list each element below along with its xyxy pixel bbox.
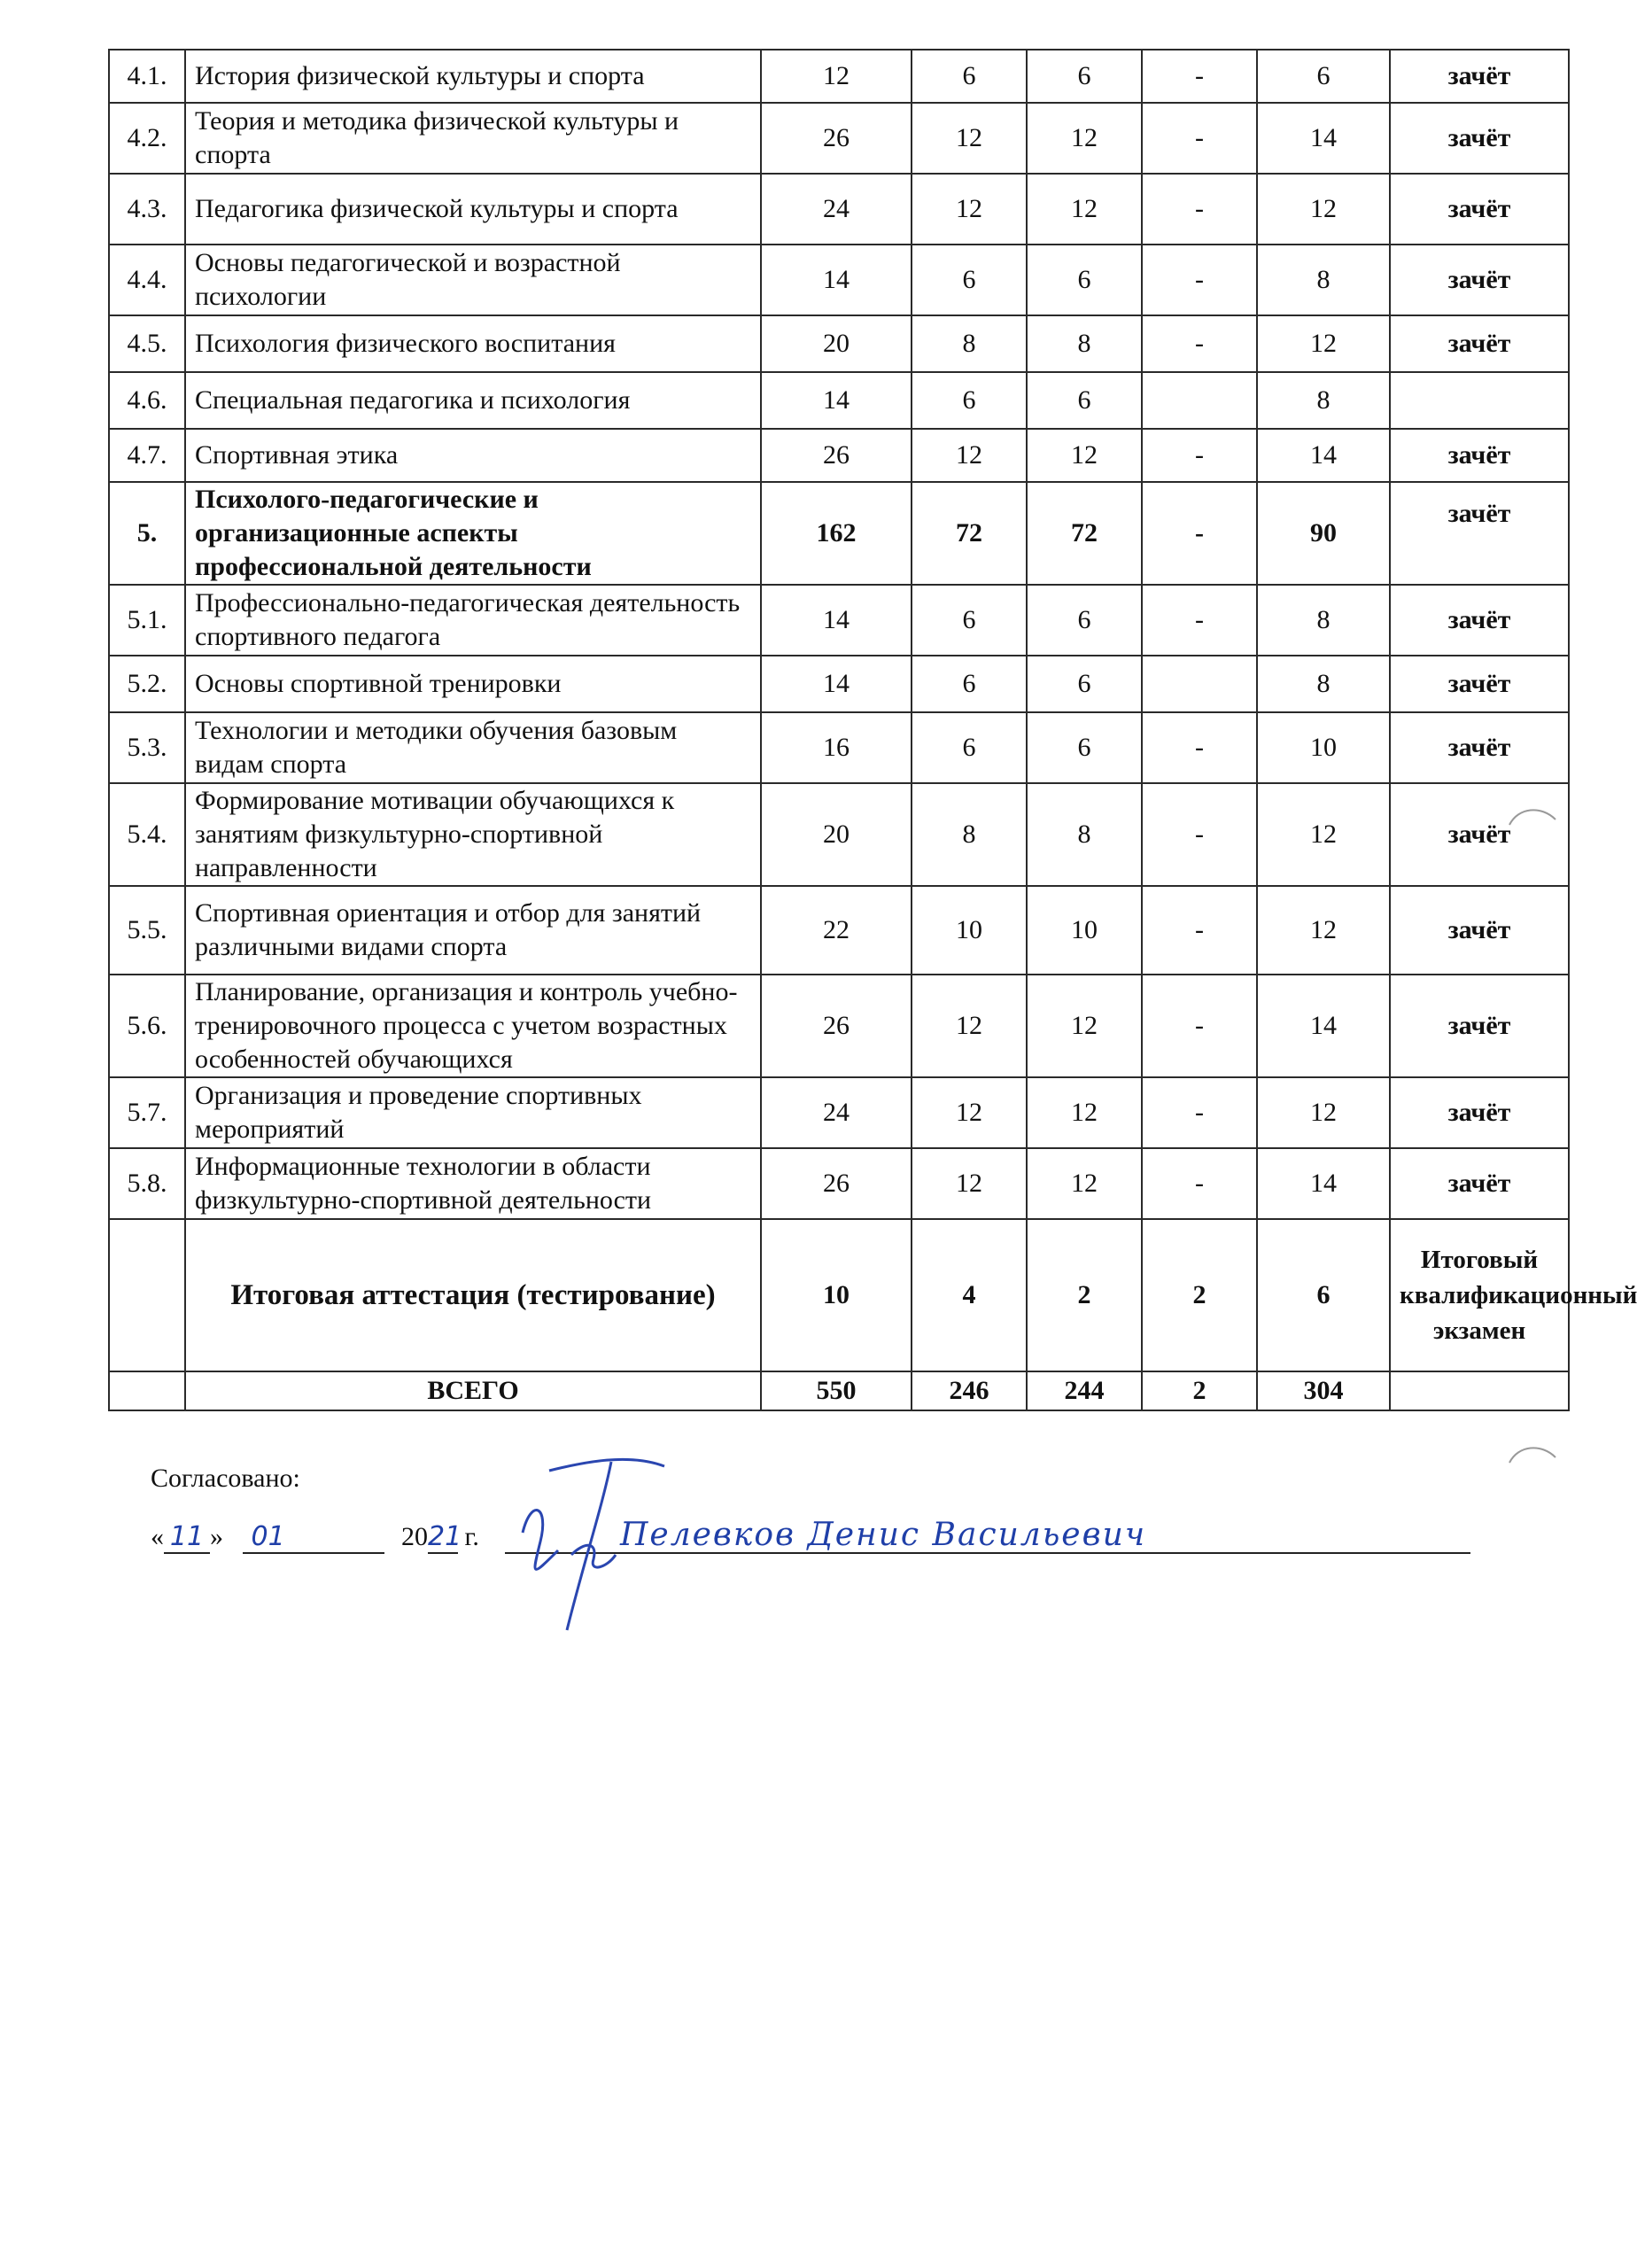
year-prefix: 20 xyxy=(401,1522,428,1551)
row-title: Профессионально-педагогическая деятельность спортивного педагога xyxy=(185,585,761,656)
row-number: 5.3. xyxy=(109,712,185,783)
self-study-hours: 14 xyxy=(1257,1148,1390,1219)
row-title: Технологии и методики обучения базовым видам спорта xyxy=(185,712,761,783)
row-title: Психолого-педагогические и организационные аспекты профессиональной деятельности xyxy=(185,482,761,585)
practice-hours: 12 xyxy=(1027,1077,1142,1148)
practice-hours: 12 xyxy=(1027,174,1142,245)
self-study-hours: 12 xyxy=(1257,315,1390,372)
table-row xyxy=(109,245,1569,315)
attestation-form: зачёт xyxy=(1390,1077,1569,1148)
year-suffix: 21 xyxy=(428,1521,462,1552)
total-hours: 24 xyxy=(761,174,912,245)
internship-hours xyxy=(1142,372,1257,429)
row-title: Теория и методика физической культуры и спорта xyxy=(185,103,761,174)
total-row xyxy=(109,1371,1569,1410)
attestation-form: зачёт xyxy=(1390,245,1569,315)
self-study-hours: 6 xyxy=(1257,1219,1390,1371)
total-hours: 22 xyxy=(761,886,912,975)
row-number: 4.4. xyxy=(109,245,185,315)
lecture-hours: 10 xyxy=(912,886,1027,975)
total-hours: 14 xyxy=(761,585,912,656)
lecture-hours: 246 xyxy=(912,1371,1027,1410)
date-month: 01 xyxy=(243,1522,384,1554)
total-label: ВСЕГО xyxy=(185,1371,761,1410)
row-number: 4.2. xyxy=(109,103,185,174)
row-title: Спортивная этика xyxy=(185,429,761,482)
row-number: 5.1. xyxy=(109,585,185,656)
row-title: Итоговая аттестация (тестирование) xyxy=(185,1219,761,1371)
curriculum-table xyxy=(108,49,1637,1411)
practice-hours: 244 xyxy=(1027,1371,1142,1410)
self-study-hours: 8 xyxy=(1257,656,1390,712)
table-row xyxy=(109,103,1569,174)
row-number: 5.7. xyxy=(109,1077,185,1148)
self-study-hours: 8 xyxy=(1257,372,1390,429)
attestation-form: зачёт xyxy=(1390,783,1569,886)
row-title: Основы педагогической и возрастной психологии xyxy=(185,245,761,315)
self-study-hours: 6 xyxy=(1257,50,1390,103)
table-row xyxy=(109,315,1569,372)
practice-hours: 6 xyxy=(1027,372,1142,429)
total-hours: 20 xyxy=(761,783,912,886)
lecture-hours: 6 xyxy=(912,656,1027,712)
lecture-hours: 8 xyxy=(912,783,1027,886)
lecture-hours: 8 xyxy=(912,315,1027,372)
total-hours: 26 xyxy=(761,103,912,174)
approval-date xyxy=(151,1522,479,1554)
attestation-form: Итоговый квалификационный экзамен xyxy=(1390,1219,1569,1371)
row-title: Психология физического воспитания xyxy=(185,315,761,372)
practice-hours: 8 xyxy=(1027,315,1142,372)
row-title: Специальная педагогика и психология xyxy=(185,372,761,429)
attestation-form: зачёт xyxy=(1390,50,1569,103)
practice-hours: 6 xyxy=(1027,712,1142,783)
table-row xyxy=(109,585,1569,656)
date-open-quote: « xyxy=(151,1522,164,1551)
row-number: 4.7. xyxy=(109,429,185,482)
practice-hours: 12 xyxy=(1027,975,1142,1077)
internship-hours: - xyxy=(1142,1077,1257,1148)
table-row xyxy=(109,975,1569,1077)
lecture-hours: 12 xyxy=(912,1077,1027,1148)
self-study-hours: 304 xyxy=(1257,1371,1390,1410)
table-row xyxy=(109,429,1569,482)
total-hours: 24 xyxy=(761,1077,912,1148)
internship-hours: - xyxy=(1142,1148,1257,1219)
practice-hours: 6 xyxy=(1027,50,1142,103)
total-hours: 26 xyxy=(761,429,912,482)
practice-hours: 12 xyxy=(1027,1148,1142,1219)
total-hours: 16 xyxy=(761,712,912,783)
internship-hours: 2 xyxy=(1142,1219,1257,1371)
practice-hours: 6 xyxy=(1027,656,1142,712)
internship-hours: - xyxy=(1142,585,1257,656)
table-row xyxy=(109,712,1569,783)
attestation-form: зачёт xyxy=(1390,1148,1569,1219)
row-title: Спортивная ориентация и отбор для занятий различными видами спорта xyxy=(185,886,761,975)
row-title: Планирование, организация и контроль учебно-тренировочного процесса с учетом возрастных особенностей обучающихся xyxy=(185,975,761,1077)
attestation-form: зачёт xyxy=(1390,103,1569,174)
row-title: Организация и проведение спортивных мероприятий xyxy=(185,1077,761,1148)
date-day: 11 xyxy=(164,1522,210,1554)
practice-hours: 10 xyxy=(1027,886,1142,975)
table-row xyxy=(109,50,1569,103)
self-study-hours: 12 xyxy=(1257,1077,1390,1148)
table-row xyxy=(109,1077,1569,1148)
lecture-hours: 6 xyxy=(912,712,1027,783)
self-study-hours: 8 xyxy=(1257,585,1390,656)
row-title: Основы спортивной тренировки xyxy=(185,656,761,712)
row-number xyxy=(109,1371,185,1410)
date-close-quote: » xyxy=(210,1522,223,1551)
section-row xyxy=(109,482,1569,585)
total-hours: 550 xyxy=(761,1371,912,1410)
attestation-form: зачёт xyxy=(1390,315,1569,372)
row-number: 4.3. xyxy=(109,174,185,245)
lecture-hours: 12 xyxy=(912,429,1027,482)
lecture-hours: 72 xyxy=(912,482,1027,585)
row-number: 4.6. xyxy=(109,372,185,429)
attestation-form: зачёт xyxy=(1390,429,1569,482)
internship-hours: 2 xyxy=(1142,1371,1257,1410)
self-study-hours: 8 xyxy=(1257,245,1390,315)
total-hours: 14 xyxy=(761,656,912,712)
attestation-form: зачёт xyxy=(1390,656,1569,712)
row-number: 5.5. xyxy=(109,886,185,975)
practice-hours: 8 xyxy=(1027,783,1142,886)
practice-hours: 72 xyxy=(1027,482,1142,585)
row-title: Информационные технологии в области физкультурно-спортивной деятельности xyxy=(185,1148,761,1219)
self-study-hours: 12 xyxy=(1257,174,1390,245)
row-number: 5.4. xyxy=(109,783,185,886)
table-row xyxy=(109,886,1569,975)
total-hours: 20 xyxy=(761,315,912,372)
total-hours: 162 xyxy=(761,482,912,585)
internship-hours: - xyxy=(1142,315,1257,372)
internship-hours: - xyxy=(1142,482,1257,585)
total-hours: 12 xyxy=(761,50,912,103)
self-study-hours: 12 xyxy=(1257,783,1390,886)
scan-mark-icon xyxy=(1506,1440,1559,1466)
lecture-hours: 6 xyxy=(912,50,1027,103)
internship-hours: - xyxy=(1142,886,1257,975)
practice-hours: 6 xyxy=(1027,585,1142,656)
internship-hours: - xyxy=(1142,50,1257,103)
row-number: 5. xyxy=(109,482,185,585)
lecture-hours: 6 xyxy=(912,372,1027,429)
total-hours: 14 xyxy=(761,372,912,429)
internship-hours: - xyxy=(1142,429,1257,482)
lecture-hours: 12 xyxy=(912,103,1027,174)
table-row xyxy=(109,783,1569,886)
lecture-hours: 12 xyxy=(912,1148,1027,1219)
row-number: 5.8. xyxy=(109,1148,185,1219)
lecture-hours: 4 xyxy=(912,1219,1027,1371)
attestation-form xyxy=(1390,372,1569,429)
attestation-form: зачёт xyxy=(1390,886,1569,975)
final-attestation-row xyxy=(109,1219,1569,1371)
internship-hours xyxy=(1142,656,1257,712)
table-row xyxy=(109,656,1569,712)
attestation-form: зачёт xyxy=(1390,712,1569,783)
total-hours: 14 xyxy=(761,245,912,315)
signature-line xyxy=(505,1552,1470,1554)
row-number: 4.1. xyxy=(109,50,185,103)
table-body xyxy=(109,50,1637,1410)
lecture-hours: 6 xyxy=(912,585,1027,656)
self-study-hours: 12 xyxy=(1257,886,1390,975)
attestation-form: зачёт xyxy=(1390,585,1569,656)
attestation-form: зачёт xyxy=(1390,975,1569,1077)
practice-hours: 12 xyxy=(1027,429,1142,482)
handwritten-signature xyxy=(496,1444,1488,1639)
internship-hours: - xyxy=(1142,174,1257,245)
signer-name: Пелевков Денис Васильевич xyxy=(620,1517,1147,1553)
table-row xyxy=(109,174,1569,245)
self-study-hours: 14 xyxy=(1257,975,1390,1077)
internship-hours: - xyxy=(1142,103,1257,174)
attestation-form: зачёт xyxy=(1390,174,1569,245)
internship-hours: - xyxy=(1142,975,1257,1077)
internship-hours: - xyxy=(1142,783,1257,886)
attestation-form xyxy=(1390,1371,1569,1410)
self-study-hours: 10 xyxy=(1257,712,1390,783)
lecture-hours: 12 xyxy=(912,174,1027,245)
row-number: 5.6. xyxy=(109,975,185,1077)
year-unit: г. xyxy=(464,1522,479,1551)
row-title: Педагогика физической культуры и спорта xyxy=(185,174,761,245)
internship-hours: - xyxy=(1142,712,1257,783)
lecture-hours: 12 xyxy=(912,975,1027,1077)
total-hours: 10 xyxy=(761,1219,912,1371)
self-study-hours: 14 xyxy=(1257,103,1390,174)
self-study-hours: 14 xyxy=(1257,429,1390,482)
table-row xyxy=(109,1148,1569,1219)
self-study-hours: 90 xyxy=(1257,482,1390,585)
row-number: 4.5. xyxy=(109,315,185,372)
agreed-label: Согласовано: xyxy=(151,1464,300,1493)
practice-hours: 12 xyxy=(1027,103,1142,174)
lecture-hours: 6 xyxy=(912,245,1027,315)
total-hours: 26 xyxy=(761,975,912,1077)
row-number: 5.2. xyxy=(109,656,185,712)
row-title: История физической культуры и спорта xyxy=(185,50,761,103)
total-hours: 26 xyxy=(761,1148,912,1219)
row-number xyxy=(109,1219,185,1371)
practice-hours: 2 xyxy=(1027,1219,1142,1371)
internship-hours: - xyxy=(1142,245,1257,315)
practice-hours: 6 xyxy=(1027,245,1142,315)
table-row xyxy=(109,372,1569,429)
attestation-form: зачёт xyxy=(1390,482,1569,585)
row-title: Формирование мотивации обучающихся к занятиям физкультурно-спортивной направленности xyxy=(185,783,761,886)
